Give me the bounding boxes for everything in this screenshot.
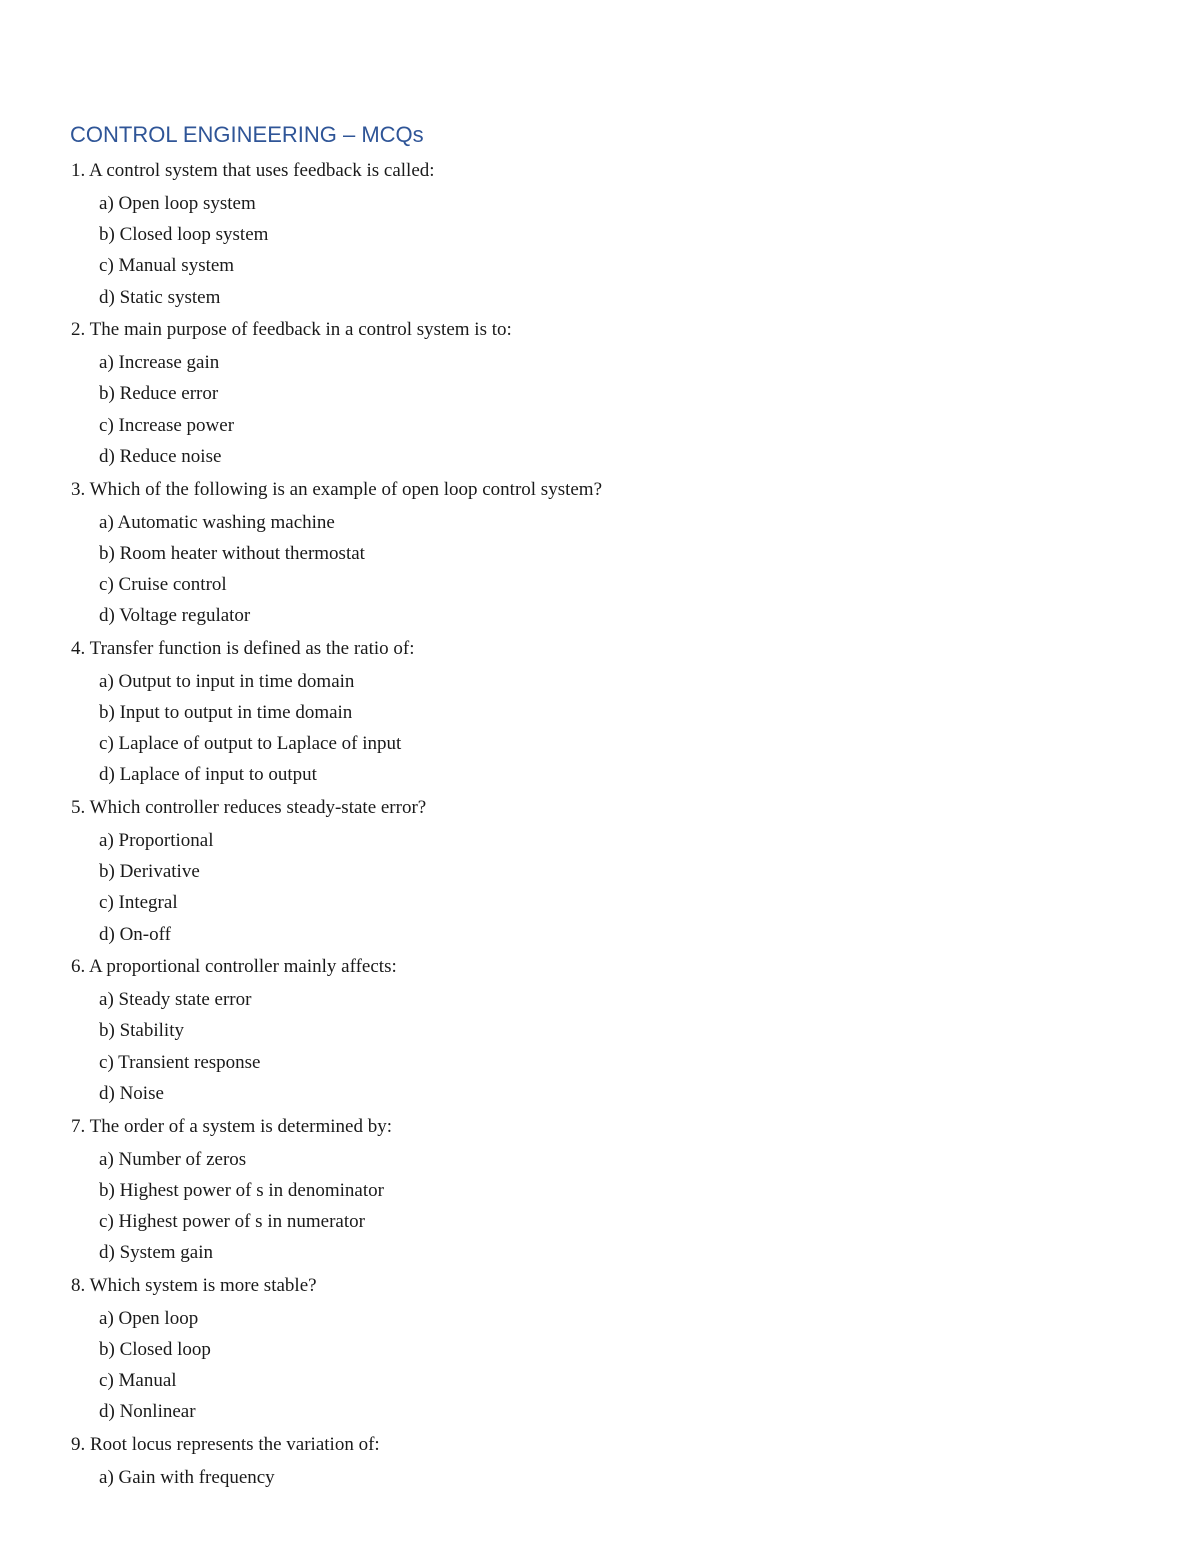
option-text: Nonlinear (119, 1401, 196, 1423)
option-b (0, 219, 1200, 250)
option-letter: a ) (99, 671, 119, 692)
question-prompt: Root locus represents the variation of: (90, 1434, 380, 1455)
option-text: Increase power (118, 414, 235, 436)
option-list (0, 507, 1200, 632)
option-letter: c ) (99, 574, 119, 595)
option-text: Highest power of s in denominator (119, 1179, 384, 1201)
option-text: Static system (119, 286, 221, 308)
option-text: Stability (119, 1020, 184, 1042)
option-list (0, 1462, 1200, 1493)
option-letter: b ) (99, 1020, 120, 1041)
option-letter: c ) (99, 733, 119, 754)
option-a (0, 1144, 1200, 1175)
option-letter: a ) (99, 1149, 119, 1170)
option-text: Proportional (118, 830, 214, 851)
option-d (0, 759, 1200, 790)
question-text (0, 633, 1200, 664)
option-text: Increase gain (118, 352, 220, 374)
option-a (0, 984, 1200, 1015)
question-2 (0, 314, 1200, 472)
option-d (0, 919, 1200, 950)
question-7 (0, 1111, 1200, 1269)
option-text: Reduce noise (119, 445, 222, 467)
option-letter: a ) (99, 989, 119, 1010)
option-a (0, 1462, 1200, 1493)
option-letter: d ) (99, 1401, 120, 1422)
option-text: Cruise control (118, 573, 227, 595)
question-prompt: The order of a system is determined by: (89, 1115, 393, 1137)
option-letter: b ) (99, 1339, 120, 1360)
option-letter: a ) (99, 1467, 119, 1488)
option-letter: c ) (99, 415, 119, 436)
option-text: Integral (118, 892, 178, 914)
option-letter: d ) (99, 924, 120, 945)
option-d (0, 1237, 1200, 1268)
question-number: 7 . (71, 1116, 90, 1137)
question-number: 5 . (71, 797, 90, 818)
question-1 (0, 155, 1200, 313)
option-letter: a ) (99, 193, 119, 214)
option-letter: b ) (99, 702, 120, 723)
option-text: Closed loop system (119, 224, 269, 246)
option-letter: a ) (99, 352, 119, 373)
option-text: Voltage regulator (119, 605, 251, 627)
question-8 (0, 1270, 1200, 1428)
question-text (0, 155, 1200, 186)
question-prompt: A proportional controller mainly affects: (88, 956, 397, 978)
question-number: 6 . (71, 956, 89, 977)
option-letter: c ) (99, 1211, 119, 1232)
option-text: Open loop system (118, 193, 256, 214)
question-prompt: Which of the following is an example of open loop control system? (89, 478, 603, 500)
option-text: Manual system (118, 255, 235, 277)
option-d (0, 441, 1200, 472)
option-text: Closed loop (119, 1338, 211, 1360)
option-letter: d ) (99, 1242, 120, 1263)
option-text: Number of zeros (118, 1148, 247, 1170)
question-prompt: A control system that uses feedback is called: (88, 160, 435, 181)
question-number: 2 . (71, 319, 90, 340)
option-a (0, 825, 1200, 856)
option-letter: d ) (99, 446, 120, 467)
option-text: Input to output in time domain (119, 701, 353, 723)
option-a (0, 666, 1200, 697)
option-letter: b ) (99, 543, 120, 564)
option-b (0, 378, 1200, 409)
option-text: Noise (119, 1082, 164, 1104)
question-number: 1 . (71, 160, 89, 181)
option-c (0, 250, 1200, 281)
option-list (0, 825, 1200, 950)
question-prompt: Which system is more stable? (89, 1274, 317, 1296)
option-text: Manual (118, 1370, 177, 1392)
option-letter: d ) (99, 287, 120, 308)
option-c (0, 1047, 1200, 1078)
question-text (0, 951, 1200, 982)
option-b (0, 856, 1200, 887)
option-text: System gain (119, 1242, 213, 1264)
option-letter: b ) (99, 861, 120, 882)
option-b (0, 538, 1200, 569)
option-letter: d ) (99, 605, 119, 626)
option-a (0, 188, 1200, 219)
option-letter: b ) (99, 383, 120, 404)
question-5 (0, 792, 1200, 950)
option-letter: d ) (99, 764, 120, 785)
option-list (0, 984, 1200, 1109)
option-d (0, 282, 1200, 313)
option-letter: c ) (99, 255, 119, 276)
option-c (0, 887, 1200, 918)
option-letter: c ) (99, 1052, 118, 1073)
option-text: Automatic washing machine (117, 511, 335, 533)
question-6 (0, 951, 1200, 1109)
document-title: CONTROL ENGINEERING – MCQs (70, 122, 424, 147)
option-text: Steady state error (118, 989, 252, 1011)
option-a (0, 507, 1200, 538)
question-text (0, 792, 1200, 823)
option-text: Highest power of s in numerator (118, 1210, 365, 1232)
option-text: Reduce error (119, 383, 219, 405)
option-c (0, 1206, 1200, 1237)
option-text: Transient response (118, 1051, 261, 1073)
option-letter: b ) (99, 1180, 120, 1201)
option-text: Room heater without thermostat (119, 542, 365, 564)
option-text: Laplace of input to output (119, 764, 317, 786)
option-c (0, 728, 1200, 759)
option-c (0, 1365, 1200, 1396)
option-letter: b ) (99, 224, 120, 245)
option-letter: a ) (99, 512, 117, 533)
option-b (0, 697, 1200, 728)
question-number: 9 . (71, 1434, 90, 1455)
question-4 (0, 633, 1200, 791)
option-letter: a ) (99, 830, 119, 851)
question-text (0, 1429, 1200, 1460)
question-text (0, 1111, 1200, 1142)
option-list (0, 1144, 1200, 1269)
question-text (0, 1270, 1200, 1301)
question-text (0, 314, 1200, 345)
question-list (0, 155, 1200, 1493)
question-3 (0, 474, 1200, 632)
option-c (0, 410, 1200, 441)
option-d (0, 600, 1200, 631)
option-b (0, 1175, 1200, 1206)
option-list (0, 188, 1200, 313)
question-prompt: The main purpose of feedback in a control system is to: (89, 319, 512, 341)
option-text: On-off (119, 923, 171, 945)
option-d (0, 1078, 1200, 1109)
option-letter: a ) (99, 1308, 119, 1329)
option-d (0, 1396, 1200, 1427)
option-letter: c ) (99, 1370, 119, 1391)
question-prompt: Transfer function is defined as the ratio of: (89, 637, 415, 659)
option-letter: d ) (99, 1083, 120, 1104)
question-number: 4 . (71, 638, 90, 659)
option-b (0, 1015, 1200, 1046)
option-text: Open loop (118, 1307, 199, 1329)
question-text (0, 474, 1200, 505)
option-a (0, 1303, 1200, 1334)
option-list (0, 347, 1200, 472)
option-a (0, 347, 1200, 378)
question-number: 3 . (71, 479, 90, 500)
option-b (0, 1334, 1200, 1365)
question-prompt: Which controller reduces steady-state error? (89, 797, 427, 818)
option-c (0, 569, 1200, 600)
question-number: 8 . (71, 1275, 90, 1296)
option-list (0, 666, 1200, 791)
option-text: Laplace of output to Laplace of input (118, 733, 402, 755)
option-text: Output to input in time domain (118, 670, 355, 692)
option-text: Gain with frequency (118, 1467, 275, 1488)
option-text: Derivative (119, 861, 200, 883)
question-9 (0, 1429, 1200, 1493)
option-letter: c ) (99, 892, 119, 913)
option-list (0, 1303, 1200, 1428)
